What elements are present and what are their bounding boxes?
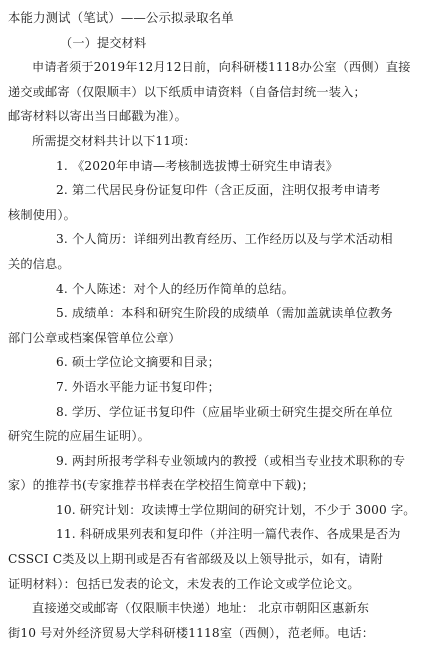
list-item: 4. 个人陈述：对个人的经历作简单的总结。	[56, 281, 295, 296]
list-item-continuation: 证明材料）：包括已发表的论文，未发表的工作论文或学位论文。	[8, 576, 360, 591]
list-item-continuation: 家）的推荐书(专家推荐书样表在学校招生简章中下载)；	[8, 478, 314, 493]
list-item-continuation: CSSCI C类及以上期刊或是否有省部级及以上领导批示，如有，请附	[8, 552, 383, 567]
list-item: 9. 两封所报考学科专业领域内的教授（或相当专业技术职称的专	[56, 453, 406, 468]
address-paragraph: 直接递交或邮寄（仅限顺丰快递）地址： 北京市朝阳区惠新东	[32, 601, 370, 616]
paragraph-line: 递交或邮寄（仅限顺丰）以下纸质申请资料（自备信封统一装入；	[8, 84, 366, 99]
list-item: 7. 外语水平能力证书复印件；	[56, 379, 221, 394]
list-item: 11. 科研成果列表和复印件（并注明一篇代表作、各成果是否为	[56, 527, 401, 542]
address-paragraph: 街10 号对外经济贸易大学科研楼1118室（西侧），范老师。电话：	[8, 625, 375, 640]
document-header: 本能力测试（笔试）——公示拟录取名单	[8, 10, 234, 25]
section-heading: （一）提交材料	[60, 35, 147, 50]
list-item: 1. 《2020年申请—考核制选拔博士研究生申请表》	[56, 158, 338, 173]
list-item-continuation: 研究生院的应届生证明）。	[8, 429, 150, 444]
list-item: 2. 第二代居民身份证复印件（含正反面，注明仅报考申请考	[56, 183, 381, 198]
list-item: 10. 研究计划：攻读博士学位期间的研究计划，不少于 3000 字。	[56, 502, 416, 517]
list-item-continuation: 部门公章或档案保管单位公章）	[8, 330, 181, 345]
paragraph-line: 邮寄材料以寄出当日邮戳为准）。	[8, 109, 187, 124]
list-item: 3. 个人简历：详细列出教育经历、工作经历以及与学术活动相	[56, 232, 393, 247]
list-intro: 所需提交材料共计以下11项：	[32, 133, 196, 148]
list-item-continuation: 核制使用）。	[8, 207, 76, 222]
list-item: 8. 学历、学位证书复印件（应届毕业硕士研究生提交所在单位	[56, 404, 393, 419]
list-item-continuation: 关的信息。	[8, 256, 70, 271]
list-item: 6. 硕士学位论文摘要和目录；	[56, 355, 221, 370]
list-item: 5. 成绩单：本科和研究生阶段的成绩单（需加盖就读单位教务	[56, 306, 393, 321]
paragraph-line: 申请者须于2019年12月12日前，向科研楼1118办公室（西侧）直接	[32, 60, 411, 75]
